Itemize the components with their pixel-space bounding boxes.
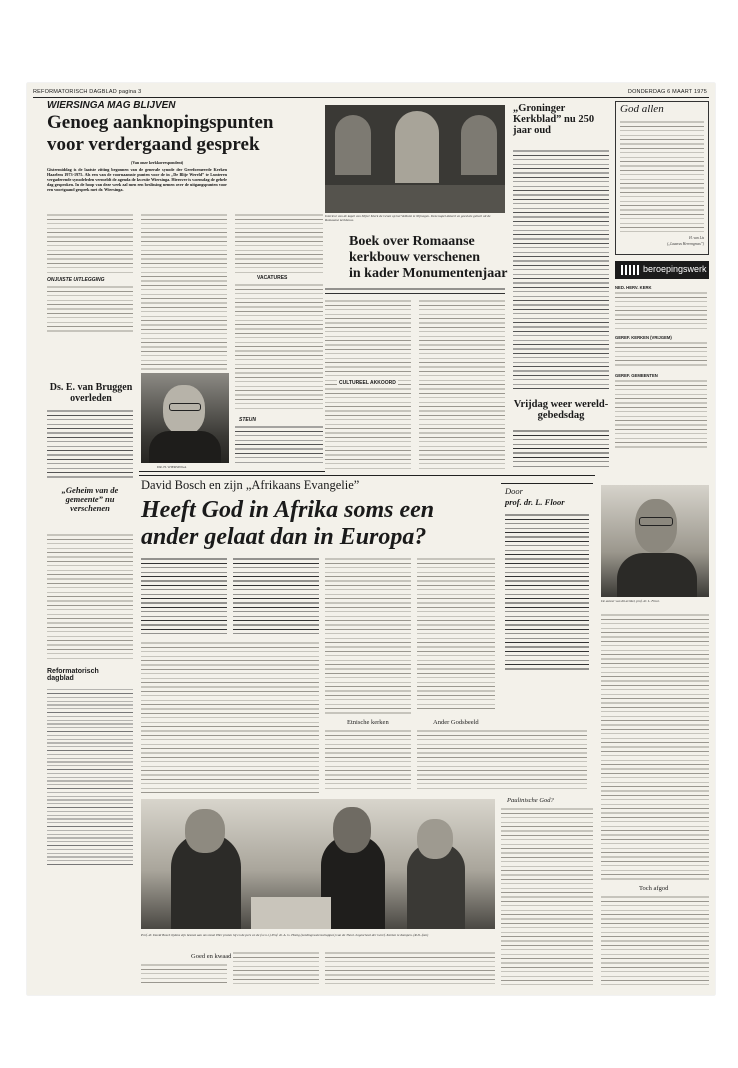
god-alleen-title: God allen <box>620 103 664 115</box>
kerkblad-title: „Groninger Kerkblad” nu 250 jaar oud <box>513 103 595 137</box>
church-photo <box>325 105 505 213</box>
door-box <box>501 483 593 683</box>
door-name: prof. dr. L. Floor <box>505 497 565 507</box>
lead-sub-onjuiste: ONJUISTE UITLEGGING <box>47 277 105 283</box>
lead-sub-steun: STEUN <box>239 417 256 423</box>
bosch-sub-etnische: Etnische kerken <box>347 719 389 726</box>
book-title-2: kerkbouw verschenen <box>349 250 481 265</box>
floor-portrait <box>601 485 709 597</box>
floor-caption: De auteur van dit artikel, prof. dr. L. Floor. <box>601 599 660 603</box>
bosch-sub-ander: Ander Godsbeeld <box>433 719 479 726</box>
lead-byline: (Van onze kerkkorrespondent) <box>131 161 184 165</box>
header-rule <box>33 97 709 98</box>
lead-sub-vacatures: VACATURES <box>257 275 288 281</box>
newspaper-page <box>27 83 715 995</box>
beroeping-banner-text: beroepingswerk <box>643 264 707 274</box>
masthead-line2: dagblad <box>47 675 74 682</box>
god-alleen-box <box>615 101 709 255</box>
group-photo <box>141 799 495 929</box>
vrijdag-title: Vrijdag weer wereld-gebedsdag <box>513 399 609 422</box>
beroeping-banner <box>615 261 709 279</box>
beroeping-h1: NED. HERV. KERK <box>615 285 652 290</box>
church-caption: Interieur van de kapel van Slijter Klerk de Groot op het Velduist te Nijmegen. Deze kapel dateert zo goed als geheel uit de Romaanse kerkbouw. <box>325 214 491 222</box>
bosch-sub-toch: Toch afgod <box>639 885 669 892</box>
beroeping-h3: GEREF. GEMEENTEN <box>615 373 658 378</box>
book-title-3: in kader Monumentenjaar <box>349 266 508 281</box>
lead-title-1: Genoeg aanknopingspunten <box>47 112 274 133</box>
beroeping-h2: GEREF. KERKEN (VRIJGEM) <box>615 335 672 340</box>
bosch-sub-paulinische: Paulinische God? <box>507 797 554 804</box>
bosch-kicker: David Bosch en zijn „Afrikaans Evangelie” <box>141 478 360 492</box>
masthead-line1: Reformatorisch <box>47 668 99 675</box>
lead-intro: Gistermiddag is de laatste zitting begonnen van de generale synode der Gereformeerde Kerken Haarlem 1973-1975. Als een van de voornaamste punten voor de in „De Blije Wereld” te Lunteren vergaderende synodeleden vermeldt de agenda de kwestie Wiersinga. Hierover is woensdag de gehele dag gesproken. In de hoop van deze week zal men een beslissing nemen over de uitgangspunten voor een voortgaand gesprek met dr. Wiersinga. <box>47 167 227 192</box>
door-label: Door <box>505 486 523 496</box>
bosch-title-1: Heeft God in Afrika soms een <box>141 497 435 523</box>
bosch-title-2: ander gelaat dan in Europa? <box>141 524 427 550</box>
header-left: REFORMATORISCH DAGBLAD pagina 3 <box>33 89 142 95</box>
masthead-box <box>47 668 133 682</box>
lead-title-2: voor verdergaand gesprek <box>47 134 260 155</box>
bosch-sub-goed: Goed en kwaad <box>191 953 232 960</box>
god-alleen-source: („Lazarus Herrengruss”) <box>667 242 704 246</box>
book-title-1: Boek over Romaanse <box>349 234 475 249</box>
group-photo-caption: Prof. dr. David Bosch tijdens zijn bezoek aan ons land. Hier praten hij en de pers en de (v.l.n.r.) Prof. dr. A. G. Honig (zendingswetenschappen) van de Theol. hogeschool der Geref. Kerken te Kampen. (R.D.-foto) <box>141 933 429 937</box>
obituary-title: Ds. E. van Bruggen overleden <box>49 382 133 404</box>
geheim-title: „Geheim van de gemeente” nu verschenen <box>61 485 119 513</box>
lead-kicker: WIERSINGA MAG BLIJVEN <box>47 100 176 111</box>
book-sub-akkoord: CULTUREEL AKKOORD <box>339 380 396 386</box>
god-alleen-author: H. van Lis <box>689 236 704 240</box>
header-right: DONDERDAG 6 MAART 1975 <box>627 89 707 95</box>
wiersinga-caption: DR. H. WIERSINGA <box>157 465 187 469</box>
wiersinga-portrait <box>141 373 229 463</box>
